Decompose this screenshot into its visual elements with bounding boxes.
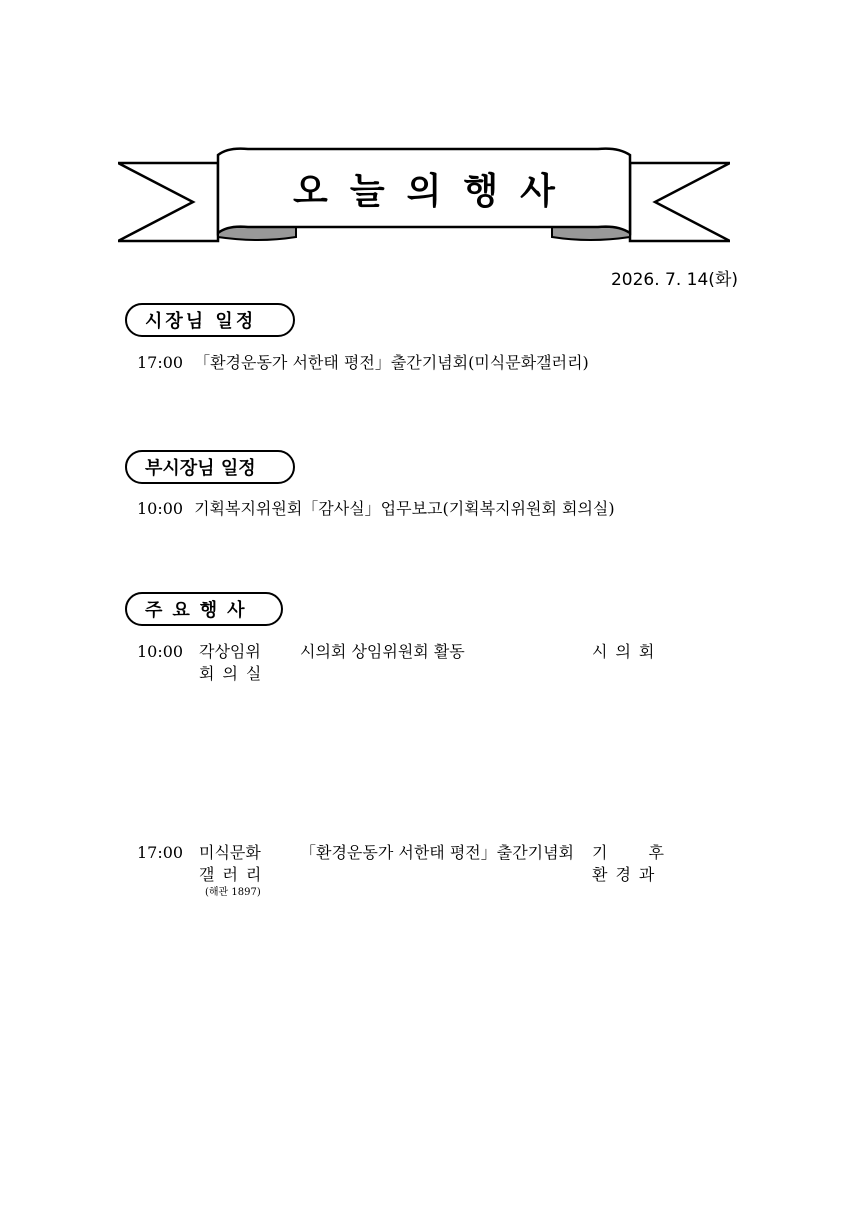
event-time: 10:00 <box>137 642 184 661</box>
item-time: 17:00 <box>137 353 184 372</box>
list-item <box>137 496 615 519</box>
place-note: (해관 1897) <box>205 887 261 898</box>
title-banner <box>118 145 730 245</box>
place-line: 각상임위 <box>199 642 261 661</box>
dept-line <box>592 842 664 864</box>
dept-char: 기 <box>592 843 608 862</box>
place-line: 미식문화 <box>199 843 261 862</box>
event-title: 시의회 상임위원회 활동 <box>300 642 465 661</box>
date-label: 2026. 7. 14(화) <box>610 270 738 290</box>
page-title: 오늘의행사 <box>293 170 577 212</box>
list-item <box>137 350 589 373</box>
event-place <box>199 842 279 900</box>
dept-line: 환경과 <box>592 865 663 884</box>
place-line: 갤러리 <box>199 865 270 884</box>
mayor-schedule-heading: 시장님 일정 <box>125 303 295 337</box>
event-department <box>592 641 664 663</box>
item-text: 기획복지위원회「감사실」업무보고(기획복지위원회 회의실) <box>194 499 615 518</box>
main-events-heading: 주요행사 <box>125 592 283 626</box>
event-title: 「환경운동가 서한태 평전」출간기념회 <box>300 843 575 862</box>
dept-line: 시의회 <box>592 642 663 661</box>
event-department <box>592 842 664 886</box>
item-text: 「환경운동가 서한태 평전」출간기념회(미식문화갤러리) <box>194 353 589 372</box>
dept-char: 후 <box>648 843 664 862</box>
vice-mayor-schedule-heading: 부시장님 일정 <box>125 450 295 484</box>
item-time: 10:00 <box>137 499 184 518</box>
place-line: 회의실 <box>199 664 270 683</box>
event-time: 17:00 <box>137 843 184 862</box>
event-place <box>199 641 279 685</box>
